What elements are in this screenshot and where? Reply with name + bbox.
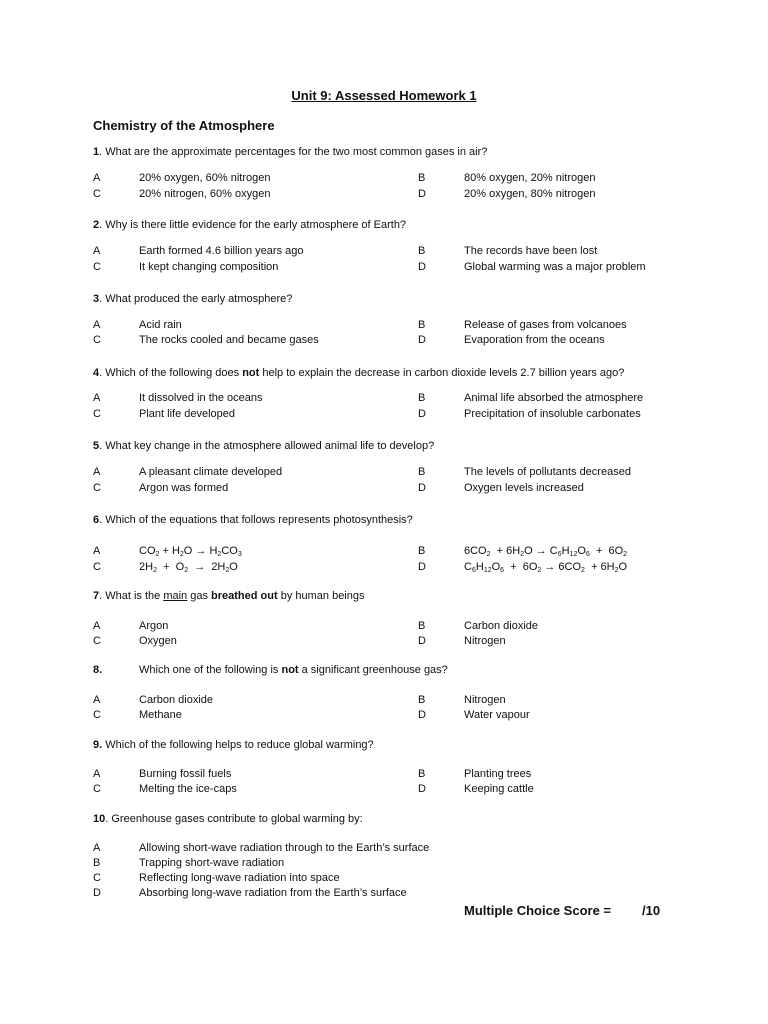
answer-row	[0, 245, 768, 260]
option-a-equation: $CO_2 + H_2O \to H_2CO_3$	[139, 545, 242, 558]
option-d-text: Evaporation from the oceans	[464, 334, 605, 346]
answer-row	[0, 887, 768, 902]
option-c-text: Oxygen	[139, 635, 177, 647]
answer-row	[0, 857, 768, 872]
question-number: 4	[93, 367, 100, 379]
option-d-equation: $C_6H_{12}O_6 + 6O_2 \to 6CO_2 + 6H_2O$	[464, 561, 628, 574]
option-d-text: Precipitation of insoluble carbonates	[464, 408, 641, 420]
question-text: . Why is there little evidence for the early atmosphere of Earth?	[99, 219, 407, 231]
option-c-text: Argon was formed	[139, 482, 229, 494]
option-letter: D	[418, 334, 426, 346]
option-a-text: Acid rain	[139, 319, 182, 331]
option-letter: C	[93, 561, 101, 573]
option-letter: C	[93, 261, 101, 273]
option-letter: D	[418, 261, 426, 273]
option-letter: C	[93, 482, 101, 494]
option-letter: C	[93, 188, 101, 200]
question-number: 7	[93, 590, 100, 602]
answer-row	[0, 545, 768, 560]
option-letter: A	[93, 768, 101, 780]
option-letter: A	[93, 694, 101, 706]
option-b-text: Carbon dioxide	[464, 620, 538, 632]
option-letter: C	[93, 334, 101, 346]
option-d-text: Water vapour	[464, 709, 530, 721]
option-d-text: Global warming was a major problem	[464, 261, 646, 273]
option-letter: B	[418, 694, 426, 706]
option-letter: B	[418, 620, 426, 632]
answer-row	[0, 188, 768, 203]
option-letter: C	[93, 635, 101, 647]
page-title: Unit 9: Assessed Homework 1	[291, 88, 477, 103]
question-text: gas	[187, 590, 212, 602]
option-b-text: The records have been lost	[464, 245, 598, 257]
option-letter: C	[93, 783, 101, 795]
question-text: Which one of the following is	[139, 664, 282, 676]
option-letter: D	[418, 482, 426, 494]
option-a-text: It dissolved in the oceans	[139, 392, 263, 404]
answer-row	[0, 334, 768, 349]
option-d-text: Absorbing long-wave radiation from the Earth’s surface	[139, 887, 407, 899]
question-text: . What produced the early atmosphere?	[99, 293, 293, 305]
question-text: . Greenhouse gases contribute to global warming by:	[105, 813, 363, 825]
question-2	[93, 219, 406, 231]
answer-row	[0, 709, 768, 724]
question-number: 3	[93, 293, 100, 305]
question-number: 6	[93, 514, 100, 526]
option-letter: A	[93, 392, 101, 404]
option-letter: B	[93, 857, 101, 869]
question-text: . What key change in the atmosphere allowed animal life to develop?	[99, 440, 435, 452]
question-4	[93, 367, 624, 379]
option-letter: C	[93, 709, 101, 721]
question-emphasis: breathed out	[211, 590, 278, 602]
option-a-text: Argon	[139, 620, 169, 632]
question-text: a significant greenhouse gas?	[298, 664, 448, 676]
section-title: Chemistry of the Atmosphere	[93, 118, 275, 133]
option-letter: A	[93, 545, 101, 557]
option-c-text: Melting the ice-caps	[139, 783, 237, 795]
option-letter: A	[93, 245, 101, 257]
answer-row	[0, 768, 768, 783]
question-3	[93, 293, 292, 305]
option-b-text: The levels of pollutants decreased	[464, 466, 631, 478]
option-c-text: 20% nitrogen, 60% oxygen	[139, 188, 271, 200]
question-number: 2	[93, 219, 100, 231]
question-number: 1	[93, 146, 100, 158]
option-letter: C	[93, 408, 101, 420]
answer-row	[0, 635, 768, 650]
option-b-text: Planting trees	[464, 768, 532, 780]
option-letter: A	[93, 466, 101, 478]
question-9	[93, 739, 374, 751]
option-letter: D	[93, 887, 101, 899]
question-8	[139, 664, 448, 676]
option-c-equation: $2H_2 + O_2 \to 2H_2O$	[139, 561, 238, 574]
score-line	[464, 903, 661, 918]
question-number: 5	[93, 440, 100, 452]
answer-row	[0, 392, 768, 407]
option-letter: B	[418, 245, 426, 257]
option-b-equation: $6CO_2 + 6H_2O \to C_6H_{12}O_6 + 6O_2$	[464, 545, 628, 558]
option-letter: B	[418, 319, 426, 331]
question-underline: main	[163, 590, 188, 602]
question-5	[93, 440, 434, 452]
answer-row	[0, 172, 768, 187]
option-a-text: A pleasant climate developed	[139, 466, 283, 478]
question-8-number: 8.	[93, 664, 103, 676]
option-letter: B	[418, 172, 426, 184]
question-emphasis: not	[242, 367, 260, 379]
answer-row	[0, 783, 768, 798]
question-text: by human beings	[277, 590, 365, 602]
option-letter: C	[93, 872, 101, 884]
score-total: /10	[642, 903, 661, 918]
option-letter: B	[418, 768, 426, 780]
question-text: . Which of the equations that follows represents photosynthesis?	[99, 514, 413, 526]
option-letter: D	[418, 561, 426, 573]
answer-row	[0, 466, 768, 481]
option-letter: D	[418, 408, 426, 420]
option-letter: A	[93, 620, 101, 632]
question-text: help to explain the decrease in carbon dioxide levels 2.7 billion years ago?	[259, 367, 625, 379]
option-letter: A	[93, 319, 101, 331]
question-10	[93, 813, 363, 825]
answer-row	[0, 408, 768, 423]
option-b-text: Nitrogen	[464, 694, 506, 706]
option-letter: D	[418, 188, 426, 200]
option-b-text: Trapping short-wave radiation	[139, 857, 285, 869]
option-d-text: 20% oxygen, 80% nitrogen	[464, 188, 596, 200]
option-d-text: Keeping cattle	[464, 783, 534, 795]
question-text: . What are the approximate percentages for the two most common gases in air?	[99, 146, 488, 158]
option-letter: D	[418, 635, 426, 647]
option-a-text: Allowing short-wave radiation through to the Earth’s surface	[139, 842, 430, 854]
answer-row	[0, 561, 768, 576]
answer-row	[0, 694, 768, 709]
question-number: 10	[93, 813, 106, 825]
option-c-text: Plant life developed	[139, 408, 236, 420]
question-6	[93, 514, 413, 526]
question-7	[93, 590, 365, 602]
answer-row	[0, 261, 768, 276]
answer-row	[0, 872, 768, 887]
answer-row	[0, 620, 768, 635]
option-c-text: Methane	[139, 709, 182, 721]
option-a-text: 20% oxygen, 60% nitrogen	[139, 172, 271, 184]
question-1	[93, 146, 487, 158]
option-c-text: The rocks cooled and became gases	[139, 334, 319, 346]
answer-row	[0, 842, 768, 857]
question-text: Which of the following helps to reduce global warming?	[102, 739, 374, 751]
option-a-text: Carbon dioxide	[139, 694, 213, 706]
option-a-text: Burning fossil fuels	[139, 768, 232, 780]
score-label: Multiple Choice Score =	[464, 903, 612, 918]
option-letter: D	[418, 709, 426, 721]
answer-row	[0, 319, 768, 334]
option-letter: B	[418, 466, 426, 478]
option-b-text: 80% oxygen, 20% nitrogen	[464, 172, 596, 184]
option-b-text: Animal life absorbed the atmosphere	[464, 392, 644, 404]
option-letter: A	[93, 842, 101, 854]
option-c-text: Reflecting long-wave radiation into space	[139, 872, 340, 884]
option-d-text: Oxygen levels increased	[464, 482, 584, 494]
option-letter: D	[418, 783, 426, 795]
answer-row	[0, 482, 768, 497]
question-emphasis: not	[281, 664, 299, 676]
question-number: 9.	[93, 739, 103, 751]
option-letter: B	[418, 392, 426, 404]
option-a-text: Earth formed 4.6 billion years ago	[139, 245, 304, 257]
option-letter: A	[93, 172, 101, 184]
question-text: . Which of the following does	[99, 367, 243, 379]
option-letter: B	[418, 545, 426, 557]
option-c-text: It kept changing composition	[139, 261, 279, 273]
question-text: . What is the	[99, 590, 164, 602]
option-b-text: Release of gases from volcanoes	[464, 319, 627, 331]
option-d-text: Nitrogen	[464, 635, 506, 647]
